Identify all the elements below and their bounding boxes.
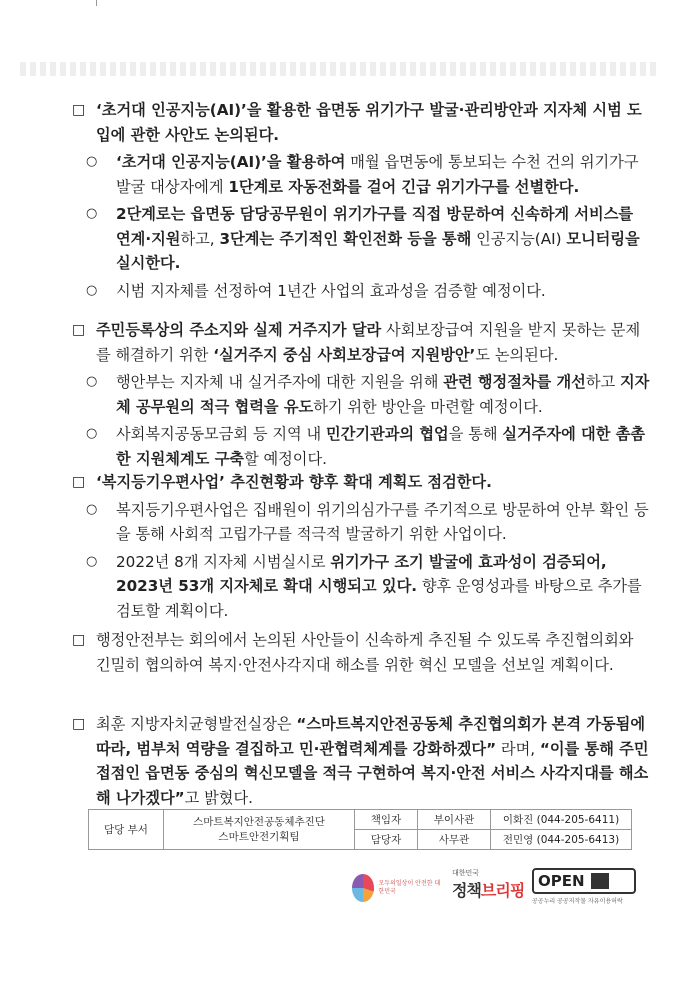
license-person-icon <box>591 873 609 889</box>
text-run: “이를 통해 주민 접점인 읍면동 중심의 혁신모델을 적극 구현하여 복지·안전 서비스 사각지대를 해소해 나가겠다” <box>96 739 649 807</box>
text-run: 지자체 공무원의 적극 협력을 유도 <box>116 373 650 416</box>
section-heading-text <box>96 470 652 495</box>
text-run: 하고 <box>585 373 621 391</box>
text-run: 3단계는 주기적인 확인전화 등을 통해 <box>219 229 472 248</box>
license-caption: 공공누리 공공저작물 자유이용허락 <box>532 898 623 905</box>
square-bullet-icon: □ <box>72 474 86 490</box>
open-text: OPEN <box>538 872 585 890</box>
text-run: 시범 지자체를 선정하여 1년간 사업의 효과성을 검증할 예정이다. <box>116 281 546 300</box>
sub-item-text <box>116 550 652 624</box>
text-run: “스마트복지안전공동체 추진협의회가 본격 가동됨에 따라, 범부처 역량을 결집하고 민·관협력체계를 강화하겠다” <box>96 715 645 758</box>
section-heading <box>72 628 652 677</box>
square-bullet-icon: □ <box>72 102 86 118</box>
sub-item <box>72 202 652 276</box>
text-run: 최훈 지방자치균형발전실장은 <box>96 715 297 733</box>
text-run: 실거주자에 대한 촘촘한 지원체계도 구축 <box>116 425 646 468</box>
text-run: 라며, <box>496 739 540 758</box>
text-run: 도 논의된다. <box>475 345 559 364</box>
sub-item <box>72 422 652 471</box>
text-run: 하기 위한 방안을 마련할 예정이다. <box>313 397 543 416</box>
text-run: 하고, <box>180 229 220 248</box>
text-run: 사회복지공동모금회 등 지역 내 <box>116 425 327 443</box>
logo2-small-text: 대한민국 <box>452 869 480 877</box>
dept-line2: 스마트안전기획팀 <box>218 830 300 843</box>
section-4 <box>72 628 652 677</box>
section-heading-text <box>96 98 652 147</box>
title-cell-1: 부이사관 <box>418 810 491 830</box>
circle-bullet-icon: ○ <box>86 426 98 441</box>
text-run: 2단계로는 읍면동 담당공무원이 위기가구를 직접 방문하여 신속하게 서비스를 연계·지원 <box>116 205 634 248</box>
sub-item <box>72 550 652 624</box>
text-run: 고 밝혔다. <box>184 788 253 807</box>
circle-bullet-icon: ○ <box>86 206 98 221</box>
text-run: 위기가구 조기 발굴에 효과성이 검증되어, 2023년 53개 지자체로 확대 시행되고 있다. <box>116 552 607 595</box>
sub-item <box>72 370 652 419</box>
text-run: 을 통해 <box>448 425 503 443</box>
sub-item-text <box>116 279 652 304</box>
colorful-circle-icon <box>352 874 374 902</box>
text-run: ‘실거주지 중심 사회보장급여 지원방안’ <box>213 345 476 364</box>
circle-bullet-icon: ○ <box>86 553 98 569</box>
text-run: 향후 운영성과를 바탕으로 추가를 검토할 계획이다. <box>116 577 642 620</box>
circle-bullet-icon: ○ <box>86 154 98 169</box>
text-run: 사회보장급여 지원을 받지 못하는 문제를 해결하기 위한 <box>96 321 641 364</box>
role-cell-1: 책임자 <box>355 810 418 830</box>
text-run: ‘복지등기우편사업’ 추진현황과 향후 확대 계획도 점검한다. <box>96 473 492 491</box>
logo2-big-b: 브리핑 <box>480 881 525 900</box>
top-tick <box>96 0 97 6</box>
section-heading <box>72 712 652 810</box>
section-5 <box>72 712 652 810</box>
text-run: 인공지능(AI) <box>471 229 567 248</box>
open-license-logo <box>532 868 636 908</box>
text-run: 모니터링을 실시한다. <box>116 229 640 272</box>
square-bullet-icon: □ <box>72 322 86 338</box>
circle-bullet-icon: ○ <box>86 501 98 517</box>
section-heading <box>72 98 652 147</box>
text-run: 할 예정이다. <box>243 449 327 468</box>
section-1 <box>72 98 652 303</box>
person-cell-2: 전민영 (044-205-6413) <box>491 830 632 850</box>
text-run: 1단계로 자동전화를 걸어 긴급 위기가구를 선별한다. <box>228 177 580 196</box>
text-run: 매월 읍면동에 통보되는 수천 건의 위기가구 발굴 대상자에게 <box>116 153 639 196</box>
sub-item <box>72 150 652 199</box>
safety-korea-logo <box>352 868 442 908</box>
logo1-text: 모두의일상이 안전한 대한민국 <box>378 880 441 895</box>
circle-bullet-icon: ○ <box>86 282 98 298</box>
contact-table <box>88 809 632 850</box>
text-run: 행안부는 지자체 내 실거주자에 대한 지원을 위해 <box>116 373 444 391</box>
faded-text-line <box>20 62 660 76</box>
text-run: 2022년 8개 지자체 시범실시로 <box>116 552 331 571</box>
title-cell-2: 사무관 <box>418 830 491 850</box>
role-cell-2: 담당자 <box>355 830 418 850</box>
sub-item <box>72 498 652 547</box>
sub-item-text <box>116 370 652 419</box>
logo2-big-a: 정책 <box>452 881 481 900</box>
section-2 <box>72 318 652 471</box>
section-heading <box>72 470 652 495</box>
text-run: ‘초거대 인공지능(AI)’을 활용한 읍면동 위기가구 발굴·관리방안과 지자체 시범 도입에 관한 사안도 논의된다. <box>96 101 642 144</box>
policy-briefing-logo <box>452 868 528 908</box>
square-bullet-icon: □ <box>72 632 86 648</box>
sub-item <box>72 279 652 304</box>
text-run: ‘초거대 인공지능(AI)’을 활용하여 <box>116 153 346 171</box>
sub-item-text <box>116 422 652 471</box>
section-heading-text <box>96 712 652 810</box>
text-run: 민간기관과의 협업 <box>326 425 449 443</box>
section-heading-text <box>96 628 652 677</box>
sub-item-text <box>116 498 652 547</box>
dept-label-cell: 담당 부서 <box>89 810 164 850</box>
sub-item-text <box>116 150 652 199</box>
dept-line1: 스마트복지안전공동체추진단 <box>193 815 325 828</box>
section-heading-text <box>96 318 652 367</box>
person-cell-1: 이화진 (044-205-6411) <box>491 810 632 830</box>
sub-item-text <box>116 202 652 276</box>
section-3 <box>72 470 652 623</box>
section-heading <box>72 318 652 367</box>
dept-name-cell <box>164 810 355 850</box>
square-bullet-icon: □ <box>72 716 86 732</box>
text-run: 관련 행정절차를 개선 <box>443 373 586 391</box>
circle-bullet-icon: ○ <box>86 374 98 389</box>
text-run: 복지등기우편사업은 집배원이 위기의심가구를 주기적으로 방문하여 안부 확인 등을 통해 사회적 고립가구를 적극적 발굴하기 위한 사업이다. <box>116 500 649 543</box>
text-run: 주민등록상의 주소지와 실제 거주지가 달라 <box>96 321 382 339</box>
text-run: 행정안전부는 회의에서 논의된 사안들이 신속하게 추진될 수 있도록 추진협의회와 긴밀히 협의하여 복지·안전사각지대 해소를 위한 혁신 모델을 선보일 계획이다. <box>96 631 634 674</box>
